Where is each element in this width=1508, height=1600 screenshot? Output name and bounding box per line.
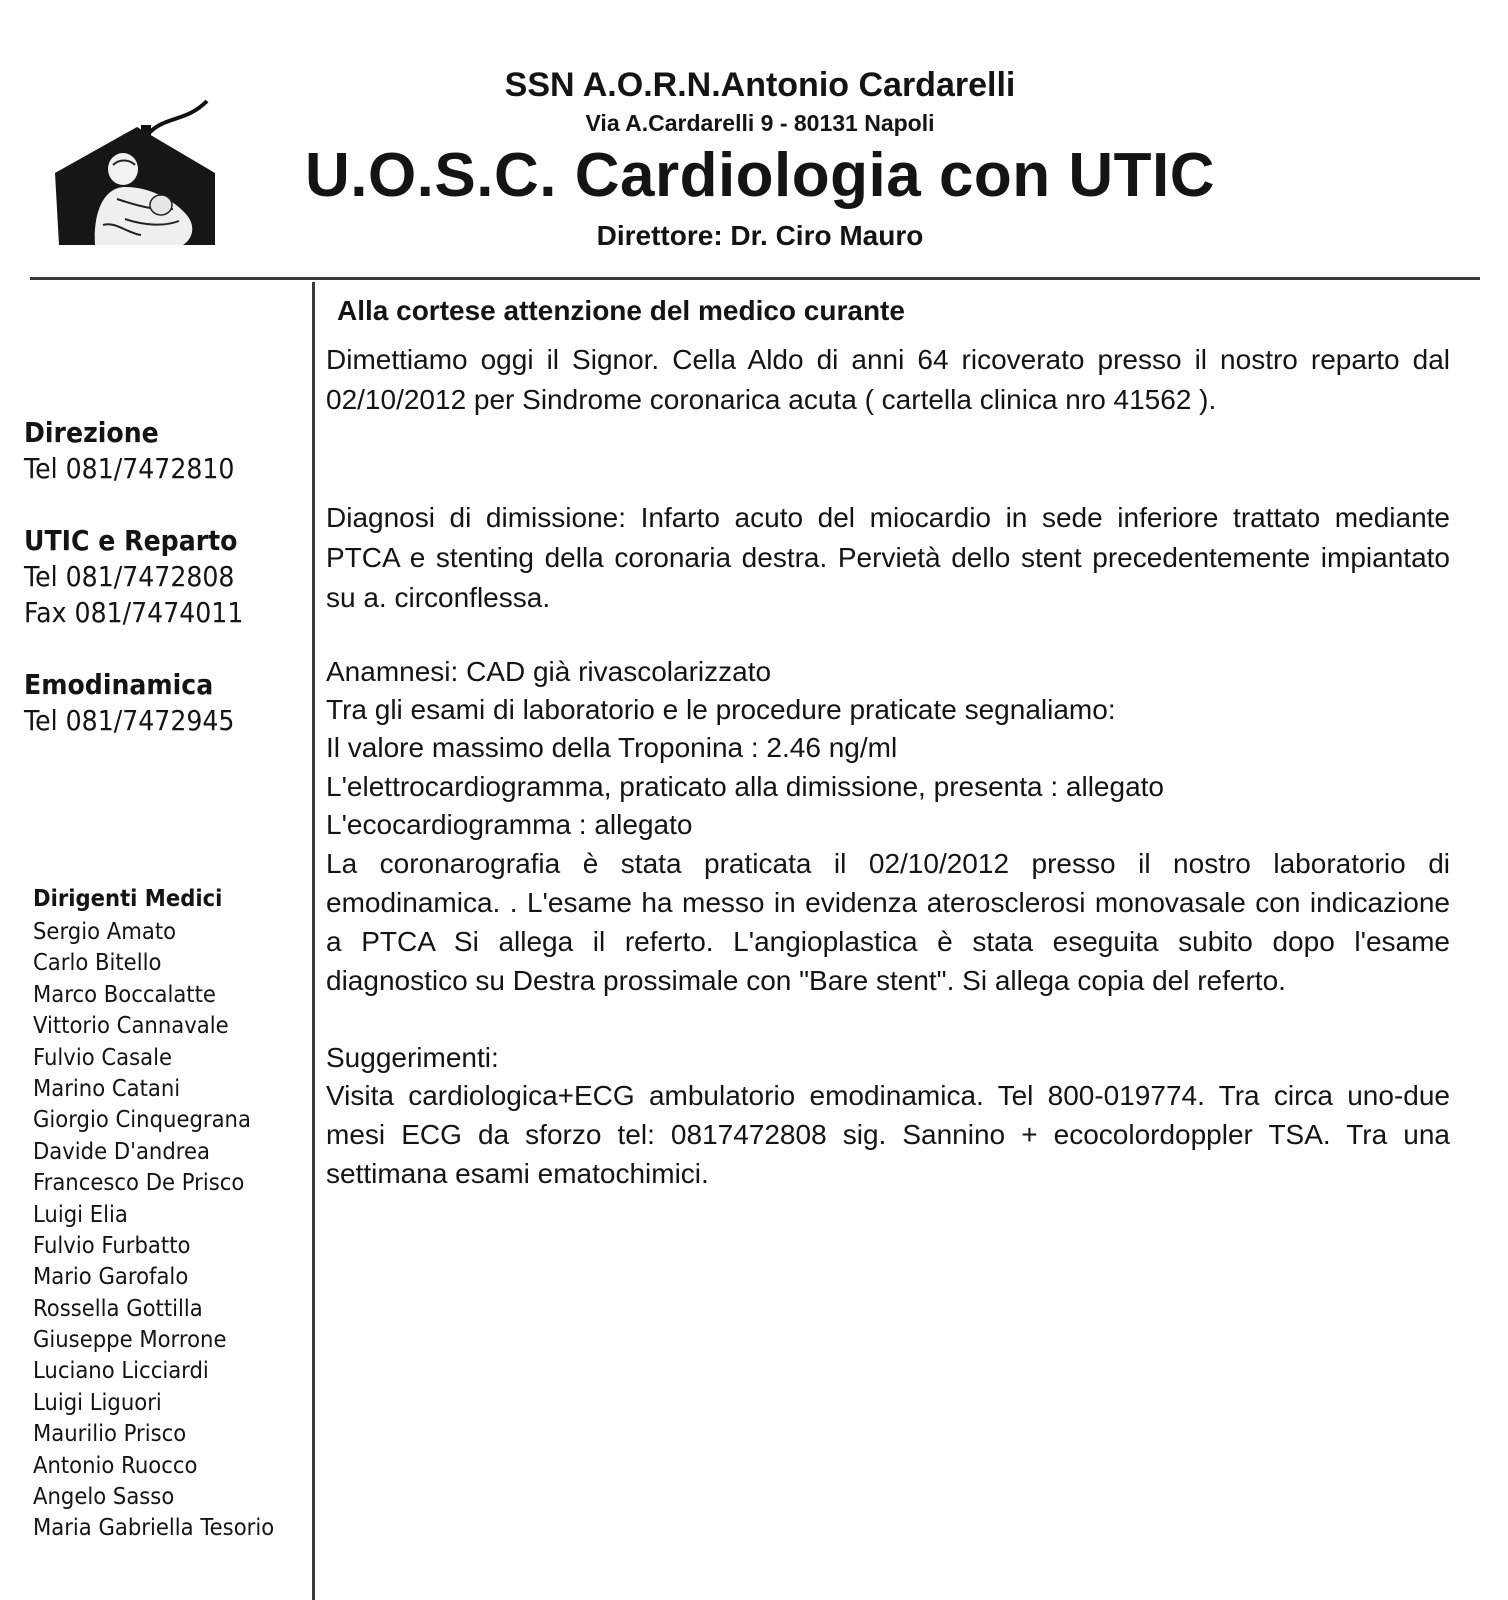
letter-coronarography: La coronarografia è stata praticata il 02/10/2012 presso il nostro laboratorio di emodinamica. . L'esame ha messo in evidenza aterosclerosi monovasale con indicazione a PTCA Si allega il referto. L'angioplastica è stata eseguita subito dopo l'esame diagnostico su Destra prossimale con "Bare stent". Si allega copia del referto. — [326, 848, 1450, 996]
letter-intro: Dimettiamo oggi il Signor. Cella Aldo di anni 64 ricoverato presso il nostro reparto dal 02/10/2012 per Sindrome coronarica acuta ( cartella clinica nro 41562 ). — [326, 344, 1450, 415]
doctor-name: Carlo Bitello — [33, 950, 162, 977]
doctor-name: Sergio Amato — [33, 919, 177, 945]
doctor-name: Giorgio Cinquegrana — [33, 1107, 251, 1134]
doctors-heading: Dirigenti Medici — [33, 886, 223, 912]
doctor-name: Marco Boccalatte — [33, 981, 216, 1008]
doctors-list — [33, 917, 295, 1545]
contact-title-utic: UTIC e Reparto — [24, 524, 238, 557]
contact-title-direzione: Direzione — [24, 416, 159, 449]
doctor-name: Fulvio Casale — [33, 1044, 173, 1071]
doctor-name: Luciano Licciardi — [33, 1358, 209, 1385]
letter-anamnesis: Anamnesi: CAD già rivascolarizzato — [326, 656, 772, 687]
doctor-name: Rossella Gottilla — [33, 1295, 203, 1322]
contact-phone-direzione: Tel 081/7472810 — [24, 452, 235, 485]
doctor-name: Francesco De Prisco — [33, 1170, 245, 1197]
department-title: U.O.S.C. Cardiologia con UTIC — [304, 141, 1216, 210]
contact-phone-utic: Tel 081/7472808 — [24, 560, 235, 593]
doctor-name: Maurilio Prisco — [33, 1421, 187, 1448]
doctor-name: Marino Catani — [33, 1075, 181, 1102]
letter-ecg: L'elettrocardiogramma, praticato alla dimissione, presenta : allegato — [326, 771, 1165, 802]
doctor-name: Vittorio Cannavale — [33, 1013, 229, 1040]
doctor-name: Giuseppe Morrone — [33, 1327, 227, 1354]
contact-fax-utic: Fax 081/7474011 — [24, 596, 244, 629]
doctor-name: Luigi Liguori — [33, 1389, 162, 1416]
hospital-name: SSN A.O.R.N.Antonio Cardarelli — [504, 66, 1016, 104]
letter-greeting: Alla cortese attenzione del medico curante — [337, 295, 905, 326]
letter-suggestions-label: Suggerimenti: — [326, 1042, 499, 1073]
doctor-name: Fulvio Furbatto — [33, 1232, 191, 1259]
contact-title-emodinamica: Emodinamica — [24, 668, 214, 701]
hospital-logo — [55, 95, 220, 250]
doctor-name: Maria Gabriella Tesorio — [33, 1515, 275, 1542]
doctor-name: Luigi Elia — [33, 1201, 128, 1228]
header-divider — [30, 277, 1480, 280]
director-line: Direttore: Dr. Ciro Mauro — [596, 220, 924, 251]
contact-phone-emodinamica: Tel 081/7472945 — [24, 704, 235, 737]
doctor-name: Antonio Ruocco — [33, 1452, 198, 1479]
letter-exams-intro: Tra gli esami di laboratorio e le procedure praticate segnaliamo: — [326, 694, 1116, 725]
letter-troponin: Il valore massimo della Troponina : 2.46 ng/ml — [326, 732, 898, 763]
hospital-address: Via A.Cardarelli 9 - 80131 Napoli — [585, 110, 935, 136]
doctor-name: Davide D'andrea — [33, 1138, 210, 1165]
doctor-name: Mario Garofalo — [33, 1264, 189, 1291]
letter-echo: L'ecocardiogramma : allegato — [326, 809, 693, 840]
letter-diagnosis: Diagnosi di dimissione: Infarto acuto del miocardio in sede inferiore trattato mediante PTCA e stenting della coronaria destra. Pervietà dello stent precedentemente impiantato su a. circonflessa. — [326, 502, 1450, 613]
sidebar-divider — [312, 282, 315, 1600]
letter-suggestions: Visita cardiologica+ECG ambulatorio emodinamica. Tel 800-019774. Tra circa uno-due mesi ECG da sforzo tel: 0817472808 sig. Sannino + ecocolordoppler TSA. Tra una settimana esami ematochimici. — [326, 1080, 1450, 1189]
doctor-name: Angelo Sasso — [33, 1484, 175, 1511]
